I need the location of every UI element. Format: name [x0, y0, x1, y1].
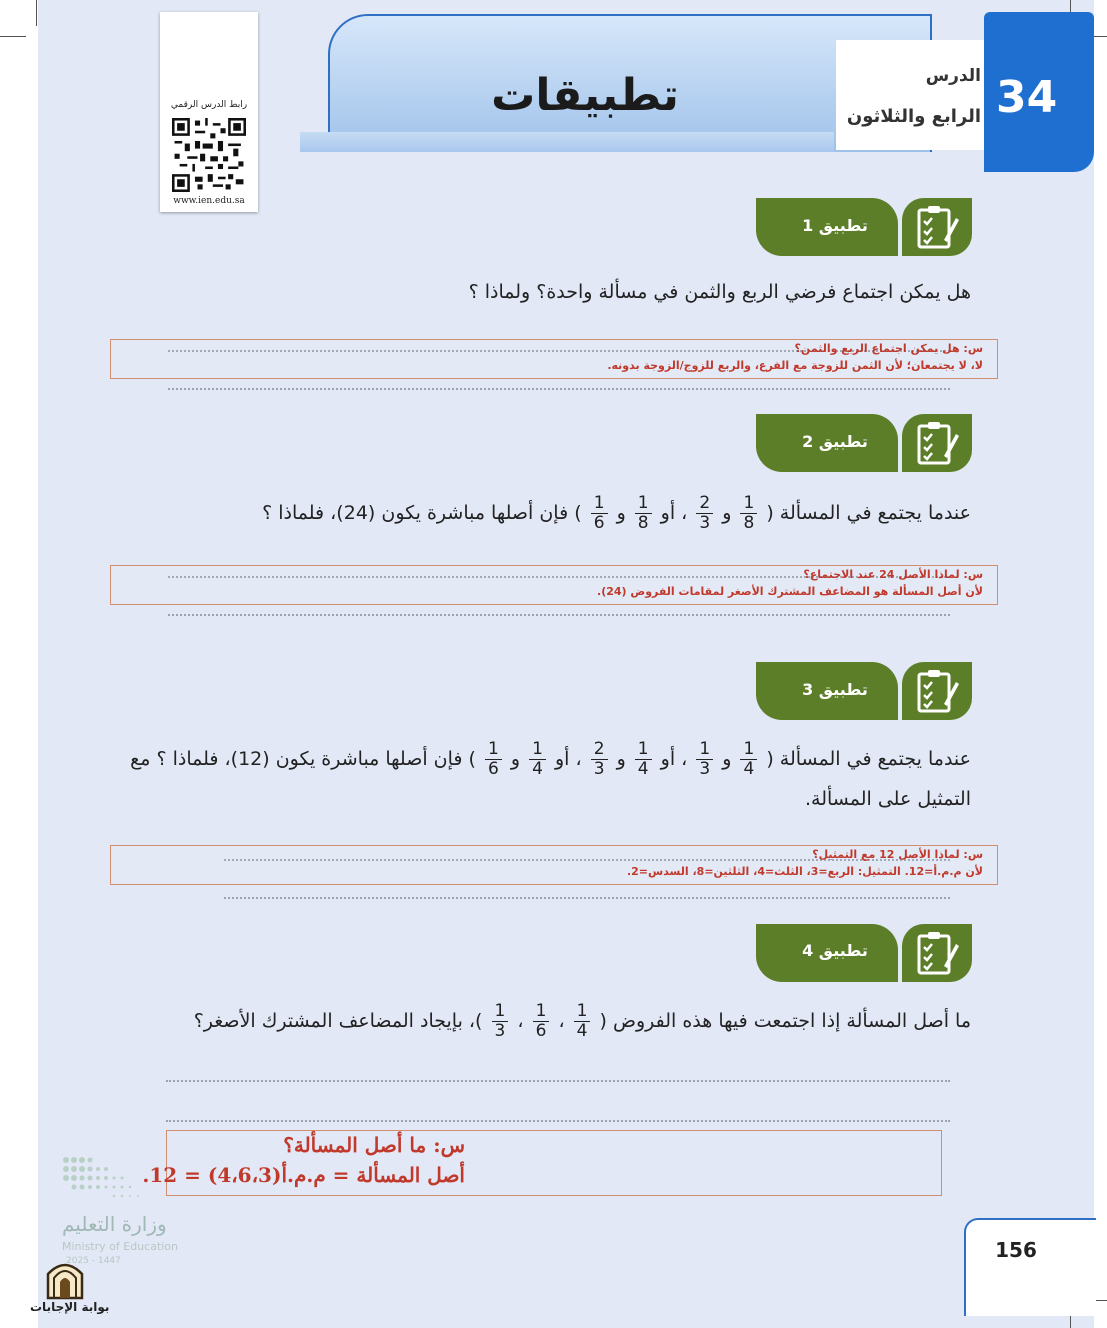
question-text: ) فإن أصلها مباشرة يكون (24)، فلماذا ؟: [262, 502, 582, 524]
question-text: ، أو: [660, 502, 688, 524]
fraction-denominator: 3: [494, 1021, 506, 1041]
fraction-numerator: 1: [635, 494, 652, 514]
answer-line: [166, 1080, 950, 1082]
fraction-denominator: 6: [535, 1021, 547, 1041]
fraction-denominator: 8: [637, 513, 649, 533]
ministry-year: 2025 - 1447: [66, 1256, 121, 1266]
question-text: ،: [558, 1010, 565, 1032]
gate-logo-icon: [44, 1256, 86, 1300]
fraction: [635, 740, 652, 779]
fraction-numerator: 1: [635, 740, 652, 760]
question-text: و: [510, 748, 521, 770]
fraction-numerator: 1: [529, 740, 546, 760]
application-label: تطبيق 2: [802, 432, 868, 451]
fraction-numerator: 2: [696, 494, 713, 514]
qr-url[interactable]: www.ien.edu.sa: [173, 196, 245, 206]
answer-text: أصل المسألة = م.م.أ(4،6،3) = 12.: [142, 1163, 465, 1187]
question-text: ) فإن أصلها مباشرة يكون (12)، فلماذا ؟ مع: [130, 748, 476, 770]
fraction-numerator: 1: [591, 494, 608, 514]
fraction: [696, 494, 713, 533]
question-text: ما أصل المسألة إذا اجتمعت فيها هذه الفروض (: [599, 1010, 971, 1032]
answer-question: س: لماذا الأصل 12 مع التمثيل؟: [812, 848, 983, 861]
page-number: 156: [995, 1238, 1037, 1262]
answer-line: [168, 388, 950, 390]
clipboard-checklist-icon: [916, 420, 960, 466]
answer-question: س: هل يمكن اجتماع الربع والثمن؟: [794, 342, 983, 355]
crop-mark: [0, 36, 26, 37]
question-text: و: [722, 748, 732, 770]
answer-box: [142, 1130, 942, 1196]
fraction: [591, 740, 608, 779]
fraction: [529, 740, 546, 779]
application-label: تطبيق 1: [802, 216, 868, 235]
fraction: [740, 740, 757, 779]
question-text: و: [616, 502, 626, 524]
fraction-denominator: 4: [637, 759, 649, 779]
fraction: [696, 740, 713, 779]
application-question: [194, 1002, 971, 1041]
answer-box: [110, 565, 998, 605]
fraction-numerator: 1: [492, 1002, 509, 1022]
page-title: تطبيقات: [491, 70, 679, 121]
fraction: [533, 1002, 550, 1041]
clipboard-checklist-icon: [916, 668, 960, 714]
question-text: ،: [517, 1010, 524, 1032]
fraction-numerator: 1: [740, 494, 757, 514]
application-icon-box: [902, 198, 972, 256]
answer-line: [168, 614, 950, 616]
answer-box: [110, 845, 998, 885]
application-icon-box: [902, 924, 972, 982]
fraction: [740, 494, 757, 533]
clipboard-checklist-icon: [916, 204, 960, 250]
application-question: [130, 740, 971, 779]
application-label: تطبيق 4: [802, 941, 868, 960]
fraction-denominator: 3: [699, 513, 711, 533]
fraction-denominator: 4: [743, 759, 755, 779]
application-label: تطبيق 3: [802, 680, 868, 699]
answer-text: لأن م.م.أ=12. التمثيل: الربع=3، الثلث=4، الثلثين=8، السدس=2.: [626, 865, 983, 878]
question-text: عندما يجتمع في المسألة (: [766, 748, 971, 770]
lesson-ordinal: الرابع والثلاثون: [846, 106, 981, 127]
fraction-numerator: 1: [740, 740, 757, 760]
lesson-number: 34: [996, 72, 1058, 123]
answer-question: س: لماذا الأصل 24 عند الاجتماع؟: [803, 568, 983, 581]
qr-code-icon[interactable]: [172, 118, 246, 192]
fraction: [485, 740, 502, 779]
crop-mark: [36, 0, 37, 26]
fraction-denominator: 6: [593, 513, 605, 533]
fraction: [591, 494, 608, 533]
fraction-numerator: 2: [591, 740, 608, 760]
application-question-line2: التمثيل على المسألة.: [805, 788, 971, 810]
fraction: [492, 1002, 509, 1041]
question-text: عندما يجتمع في المسألة (: [766, 502, 971, 524]
application-icon-box: [902, 662, 972, 720]
answer-box: [110, 339, 998, 379]
application-question: هل يمكن اجتماع فرضي الربع والثمن في مسألة واحدة؟ ولماذا ؟: [468, 281, 971, 303]
fraction-denominator: 4: [576, 1021, 588, 1041]
lesson-label-panel: [836, 40, 996, 150]
title-tab-shadow: [300, 132, 834, 152]
page-number-tab: [964, 1218, 1096, 1316]
fraction-numerator: 1: [696, 740, 713, 760]
answer-line: [224, 897, 950, 899]
lesson-label: الدرس: [925, 66, 981, 86]
answer-text: لا، لا يجتمعان؛ لأن الثمن للزوجة مع الفرع، والربع للزوج/الزوجة بدونه.: [607, 359, 983, 372]
answer-text: لأن أصل المسألة هو المضاعف المشترك الأصغر لمقامات الفروض (24).: [597, 585, 983, 598]
clipboard-checklist-icon: [916, 930, 960, 976]
answer-question: س: ما أصل المسألة؟: [283, 1133, 465, 1157]
fraction-denominator: 3: [593, 759, 605, 779]
question-text: و: [616, 748, 626, 770]
answer-line: [166, 1120, 950, 1122]
ministry-name-en: Ministry of Education: [62, 1240, 179, 1253]
question-text: و: [722, 502, 732, 524]
fraction-denominator: 8: [743, 513, 755, 533]
fraction: [635, 494, 652, 533]
fraction-numerator: 1: [485, 740, 502, 760]
application-question: [262, 494, 971, 533]
fraction: [574, 1002, 591, 1041]
application-icon-box: [902, 414, 972, 472]
watermark-text: بوابة الإجابات: [30, 1300, 110, 1314]
ministry-logo-dots-icon: [62, 1156, 192, 1200]
fraction-denominator: 4: [532, 759, 543, 779]
fraction-denominator: 3: [699, 759, 711, 779]
fraction-numerator: 1: [574, 1002, 591, 1022]
ministry-name-ar: وزارة التعليم: [62, 1212, 167, 1236]
fraction-denominator: 6: [488, 759, 499, 779]
question-text: )، بإيجاد المضاعف المشترك الأصغر؟: [193, 1010, 483, 1032]
fraction-numerator: 1: [533, 1002, 550, 1022]
qr-card[interactable]: [160, 12, 258, 212]
question-text: ، أو: [555, 748, 582, 770]
question-text: ، أو: [660, 748, 688, 770]
qr-label: رابط الدرس الرقمي: [170, 100, 248, 110]
